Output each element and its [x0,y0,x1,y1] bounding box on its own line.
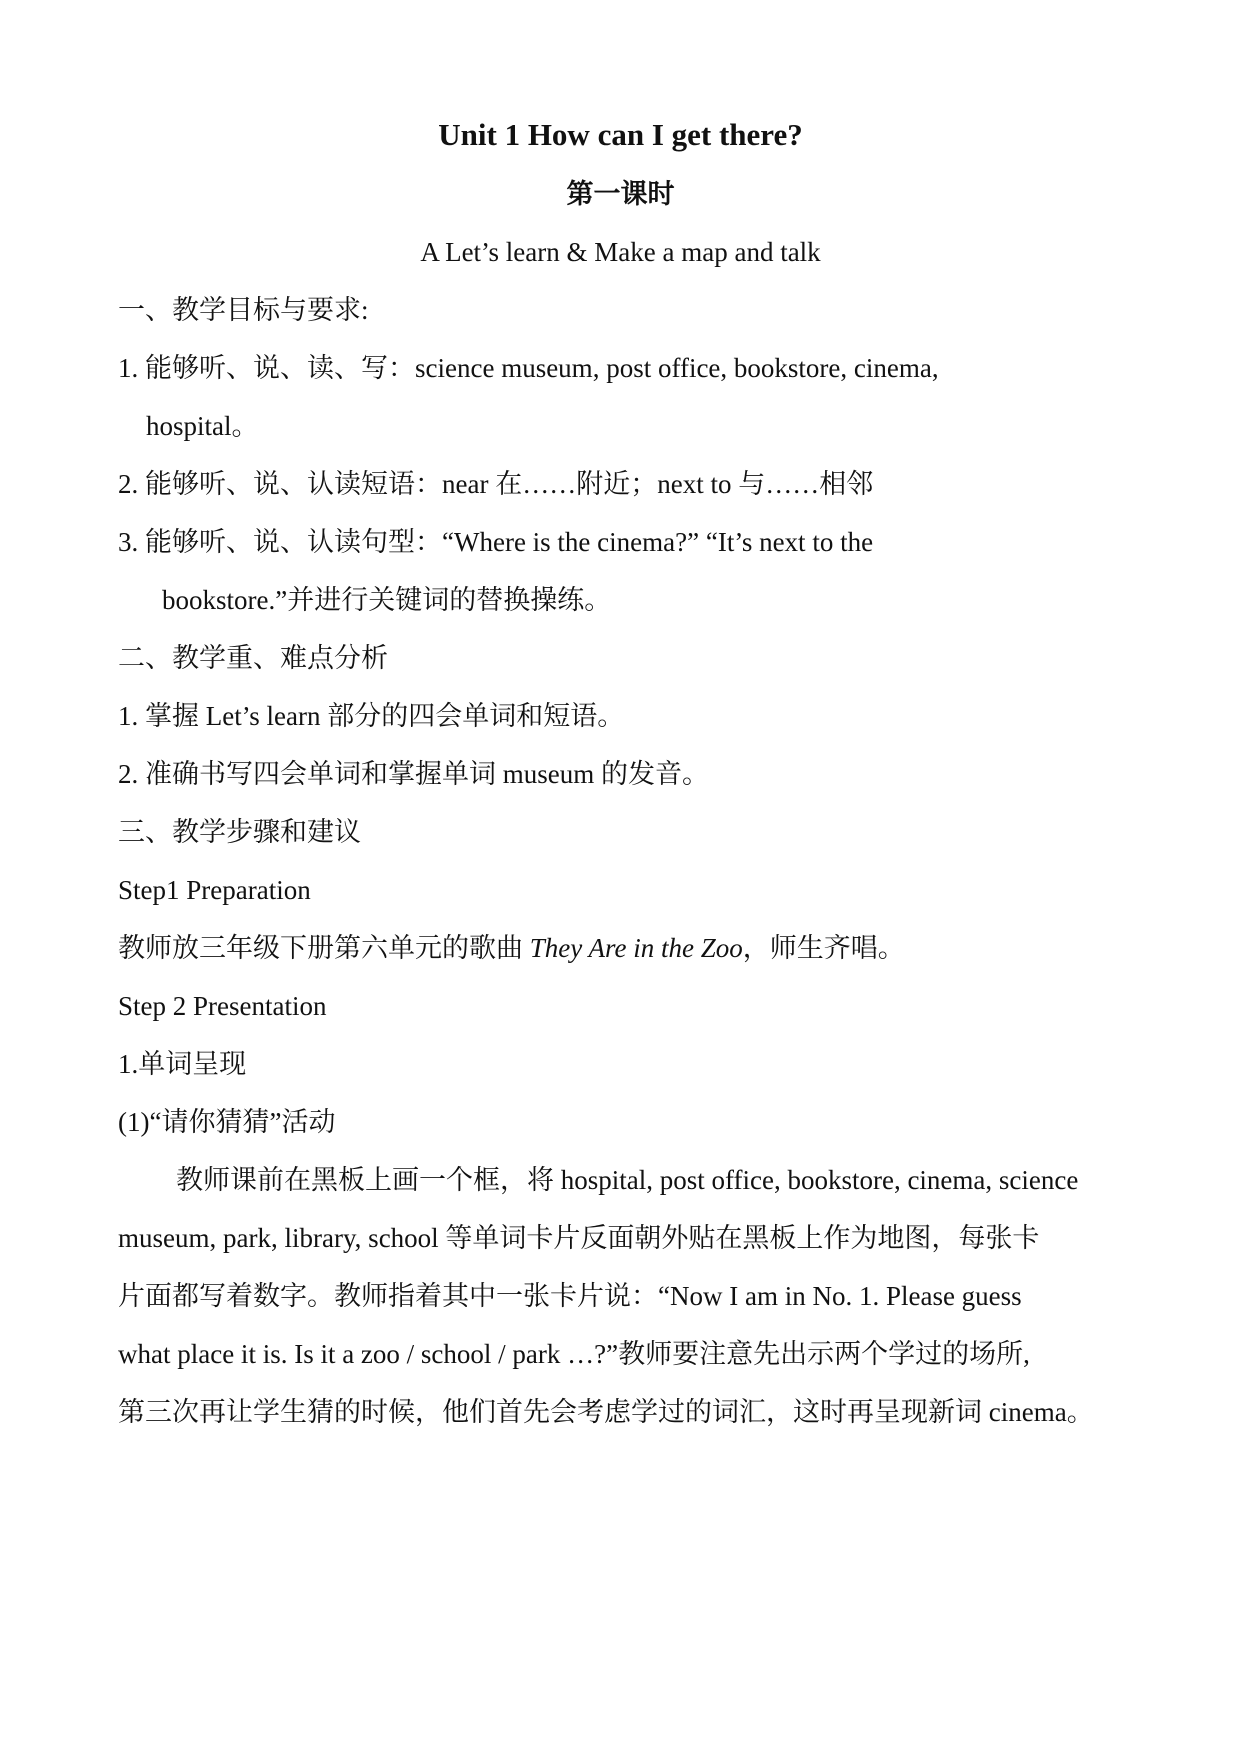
section-heading-steps: 三、教学步骤和建议 [118,817,361,847]
lesson-number: 第一课时 [566,179,675,209]
section-heading-objectives: 一、教学目标与要求: [118,295,369,325]
key-point-2: 2. 准确书写四会单词和掌握单词 museum 的发音。 [118,759,709,789]
lesson-name: A Let’s learn & Make a map and talk [420,237,821,267]
objective-3-line-1: 3. 能够听、说、认读句型：“Where is the cinema?” “It’s next to the [118,527,874,557]
objective-1-line-2: hospital。 [146,411,259,441]
key-point-1: 1. 掌握 Let’s learn 部分的四会单词和短语。 [118,701,625,731]
document-title: Unit 1 How can I get there? [438,117,803,152]
step-2-heading: Step 2 Presentation [118,991,327,1021]
section-heading-key-points: 二、教学重、难点分析 [118,643,388,673]
paragraph-line-4: what place it is. Is it a zoo / school / park …?”教师要注意先出示两个学过的场所, [118,1339,1030,1369]
paragraph-line-1: 教师课前在黑板上画一个框，将 hospital, post office, bookstore, cinema, science [176,1165,1079,1195]
objective-2: 2. 能够听、说、认读短语：near 在……附近；next to 与……相邻 [118,469,874,499]
sub-heading-guess-activity: (1)“请你猜猜”活动 [118,1107,336,1137]
paragraph-line-3: 片面都写着数字。教师指着其中一张卡片说：“Now I am in No. 1. Please guess [118,1281,1022,1311]
sub-heading-vocabulary: 1.单词呈现 [118,1049,247,1079]
objective-3-line-2: bookstore.”并进行关键词的替换操练。 [162,585,612,615]
paragraph-line-2: museum, park, library, school 等单词卡片反面朝外贴在黑板上作为地图，每张卡 [118,1223,1040,1253]
step-1-text-post: ，师生齐唱。 [742,933,905,963]
step-1-text-pre: 教师放三年级下册第六单元的歌曲 [118,933,530,963]
paragraph-line-5: 第三次再让学生猜的时候，他们首先会考虑学过的词汇，这时再呈现新词 cinema。 [118,1397,1094,1427]
step-1-text [118,931,905,965]
objective-1-line-1: 1. 能够听、说、读、写：science museum, post office, bookstore, cinema, [118,353,939,383]
song-title: They Are in the Zoo [529,933,743,963]
step-1-heading: Step1 Preparation [118,875,311,905]
